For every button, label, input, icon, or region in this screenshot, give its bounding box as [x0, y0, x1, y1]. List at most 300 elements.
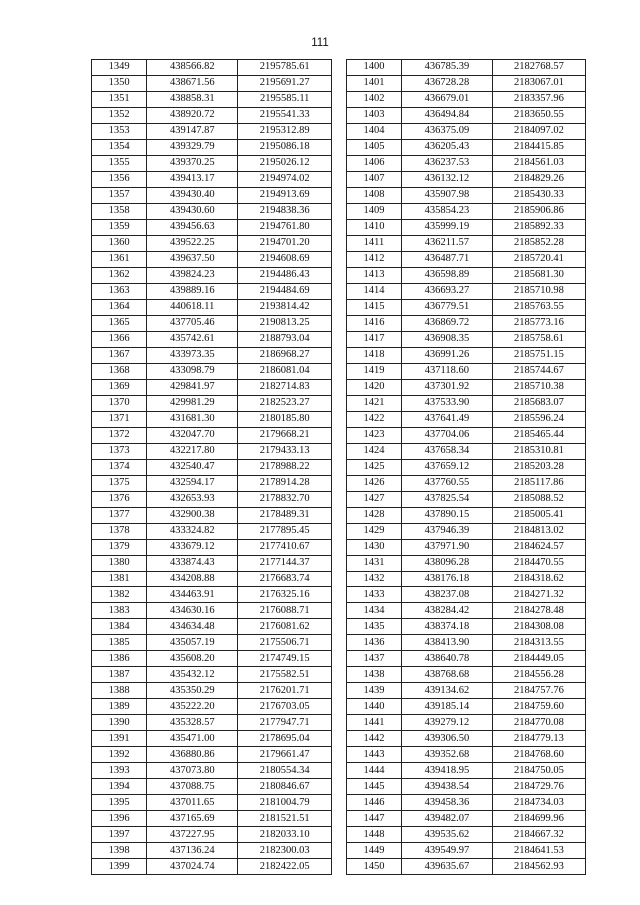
table-row	[347, 539, 586, 555]
table-row	[347, 283, 586, 299]
x-coordinate-cell: 435432.12	[147, 667, 238, 683]
point-number-cell: 1358	[92, 203, 147, 219]
x-coordinate-cell: 439522.25	[147, 235, 238, 251]
table-row	[347, 107, 586, 123]
y-coordinate-cell: 2177895.45	[238, 523, 332, 539]
table-row	[92, 395, 332, 411]
point-number-cell: 1378	[92, 523, 147, 539]
point-number-cell: 1352	[92, 107, 147, 123]
point-number-cell: 1419	[347, 363, 402, 379]
table-row	[347, 731, 586, 747]
x-coordinate-cell: 439482.07	[401, 811, 492, 827]
x-coordinate-cell: 439635.67	[401, 859, 492, 875]
point-number-cell: 1411	[347, 235, 402, 251]
y-coordinate-cell: 2194974.02	[238, 171, 332, 187]
y-coordinate-cell: 2184308.08	[492, 619, 585, 635]
y-coordinate-cell: 2184561.03	[492, 155, 585, 171]
point-number-cell: 1375	[92, 475, 147, 491]
point-number-cell: 1441	[347, 715, 402, 731]
y-coordinate-cell: 2184667.32	[492, 827, 585, 843]
point-number-cell: 1387	[92, 667, 147, 683]
point-number-cell: 1370	[92, 395, 147, 411]
x-coordinate-cell: 436375.09	[401, 123, 492, 139]
table-row	[347, 123, 586, 139]
point-number-cell: 1362	[92, 267, 147, 283]
x-coordinate-cell: 435854.23	[401, 203, 492, 219]
y-coordinate-cell: 2186081.04	[238, 363, 332, 379]
table-row	[347, 715, 586, 731]
y-coordinate-cell: 2185744.67	[492, 363, 585, 379]
x-coordinate-cell: 436237.53	[401, 155, 492, 171]
x-coordinate-cell: 436728.28	[401, 75, 492, 91]
point-number-cell: 1428	[347, 507, 402, 523]
point-number-cell: 1351	[92, 91, 147, 107]
y-coordinate-cell: 2184729.76	[492, 779, 585, 795]
y-coordinate-cell: 2178695.04	[238, 731, 332, 747]
x-coordinate-cell: 433874.43	[147, 555, 238, 571]
table-row	[347, 459, 586, 475]
table-row	[92, 699, 332, 715]
x-coordinate-cell: 439456.63	[147, 219, 238, 235]
y-coordinate-cell: 2183067.01	[492, 75, 585, 91]
point-number-cell: 1433	[347, 587, 402, 603]
table-row	[92, 203, 332, 219]
y-coordinate-cell: 2178489.31	[238, 507, 332, 523]
point-number-cell: 1417	[347, 331, 402, 347]
point-number-cell: 1349	[92, 60, 147, 76]
point-number-cell: 1359	[92, 219, 147, 235]
table-row	[347, 859, 586, 875]
y-coordinate-cell: 2190813.25	[238, 315, 332, 331]
table-row	[92, 619, 332, 635]
x-coordinate-cell: 439430.40	[147, 187, 238, 203]
y-coordinate-cell: 2180554.34	[238, 763, 332, 779]
point-number-cell: 1409	[347, 203, 402, 219]
point-number-cell: 1386	[92, 651, 147, 667]
table-row	[347, 571, 586, 587]
table-row	[92, 60, 332, 76]
table-row	[92, 331, 332, 347]
x-coordinate-cell: 436211.57	[401, 235, 492, 251]
x-coordinate-cell: 437533.90	[401, 395, 492, 411]
x-coordinate-cell: 438413.90	[401, 635, 492, 651]
table-row	[347, 315, 586, 331]
coordinates-table-right	[346, 59, 586, 875]
point-number-cell: 1369	[92, 379, 147, 395]
x-coordinate-cell: 439549.97	[401, 843, 492, 859]
x-coordinate-cell: 438920.72	[147, 107, 238, 123]
table-row	[92, 763, 332, 779]
x-coordinate-cell: 436679.01	[401, 91, 492, 107]
y-coordinate-cell: 2175506.71	[238, 635, 332, 651]
point-number-cell: 1380	[92, 555, 147, 571]
point-number-cell: 1410	[347, 219, 402, 235]
point-number-cell: 1422	[347, 411, 402, 427]
y-coordinate-cell: 2185710.98	[492, 283, 585, 299]
y-coordinate-cell: 2178832.70	[238, 491, 332, 507]
point-number-cell: 1431	[347, 555, 402, 571]
x-coordinate-cell: 432540.47	[147, 459, 238, 475]
table-row	[92, 555, 332, 571]
point-number-cell: 1373	[92, 443, 147, 459]
table-row	[92, 747, 332, 763]
x-coordinate-cell: 437088.75	[147, 779, 238, 795]
point-number-cell: 1420	[347, 379, 402, 395]
x-coordinate-cell: 437971.90	[401, 539, 492, 555]
y-coordinate-cell: 2176081.62	[238, 619, 332, 635]
table-row	[347, 475, 586, 491]
y-coordinate-cell: 2195086.18	[238, 139, 332, 155]
y-coordinate-cell: 2184768.60	[492, 747, 585, 763]
x-coordinate-cell: 438671.56	[147, 75, 238, 91]
x-coordinate-cell: 440618.11	[147, 299, 238, 315]
y-coordinate-cell: 2184097.02	[492, 123, 585, 139]
table-row	[92, 779, 332, 795]
y-coordinate-cell: 2181521.51	[238, 811, 332, 827]
x-coordinate-cell: 437658.34	[401, 443, 492, 459]
y-coordinate-cell: 2185203.28	[492, 459, 585, 475]
point-number-cell: 1412	[347, 251, 402, 267]
table-row	[347, 60, 586, 76]
point-number-cell: 1390	[92, 715, 147, 731]
x-coordinate-cell: 439637.50	[147, 251, 238, 267]
point-number-cell: 1382	[92, 587, 147, 603]
point-number-cell: 1439	[347, 683, 402, 699]
x-coordinate-cell: 434208.88	[147, 571, 238, 587]
point-number-cell: 1385	[92, 635, 147, 651]
point-number-cell: 1367	[92, 347, 147, 363]
y-coordinate-cell: 2176325.16	[238, 587, 332, 603]
y-coordinate-cell: 2195026.12	[238, 155, 332, 171]
table-row	[92, 507, 332, 523]
table-row	[347, 587, 586, 603]
y-coordinate-cell: 2182768.57	[492, 60, 585, 76]
point-number-cell: 1434	[347, 603, 402, 619]
y-coordinate-cell: 2185430.33	[492, 187, 585, 203]
table-row	[347, 139, 586, 155]
y-coordinate-cell: 2185763.55	[492, 299, 585, 315]
point-number-cell: 1450	[347, 859, 402, 875]
y-coordinate-cell: 2194701.20	[238, 235, 332, 251]
y-coordinate-cell: 2182300.03	[238, 843, 332, 859]
y-coordinate-cell: 2194913.69	[238, 187, 332, 203]
x-coordinate-cell: 438640.78	[401, 651, 492, 667]
table-row	[347, 779, 586, 795]
table-row	[347, 235, 586, 251]
y-coordinate-cell: 2188793.04	[238, 331, 332, 347]
y-coordinate-cell: 2182714.83	[238, 379, 332, 395]
table-row	[92, 539, 332, 555]
page-number: 111	[311, 37, 329, 49]
x-coordinate-cell: 435907.98	[401, 187, 492, 203]
point-number-cell: 1395	[92, 795, 147, 811]
x-coordinate-cell: 437227.95	[147, 827, 238, 843]
point-number-cell: 1401	[347, 75, 402, 91]
point-number-cell: 1414	[347, 283, 402, 299]
table-row	[347, 443, 586, 459]
y-coordinate-cell: 2185005.41	[492, 507, 585, 523]
table-row	[347, 651, 586, 667]
y-coordinate-cell: 2184734.03	[492, 795, 585, 811]
point-number-cell: 1366	[92, 331, 147, 347]
table-row	[347, 811, 586, 827]
y-coordinate-cell: 2183357.96	[492, 91, 585, 107]
point-number-cell: 1360	[92, 235, 147, 251]
y-coordinate-cell: 2176703.05	[238, 699, 332, 715]
x-coordinate-cell: 435999.19	[401, 219, 492, 235]
x-coordinate-cell: 429981.29	[147, 395, 238, 411]
x-coordinate-cell: 437011.65	[147, 795, 238, 811]
table-row	[92, 363, 332, 379]
x-coordinate-cell: 437136.24	[147, 843, 238, 859]
point-number-cell: 1427	[347, 491, 402, 507]
y-coordinate-cell: 2195541.33	[238, 107, 332, 123]
y-coordinate-cell: 2194608.69	[238, 251, 332, 267]
x-coordinate-cell: 439352.68	[401, 747, 492, 763]
table-row	[347, 171, 586, 187]
x-coordinate-cell: 434463.91	[147, 587, 238, 603]
point-number-cell: 1391	[92, 731, 147, 747]
x-coordinate-cell: 431681.30	[147, 411, 238, 427]
y-coordinate-cell: 2177947.71	[238, 715, 332, 731]
table-row	[92, 235, 332, 251]
table-row	[92, 491, 332, 507]
x-coordinate-cell: 433098.79	[147, 363, 238, 379]
point-number-cell: 1432	[347, 571, 402, 587]
y-coordinate-cell: 2184415.85	[492, 139, 585, 155]
x-coordinate-cell: 437705.46	[147, 315, 238, 331]
point-number-cell: 1394	[92, 779, 147, 795]
point-number-cell: 1445	[347, 779, 402, 795]
y-coordinate-cell: 2185773.16	[492, 315, 585, 331]
x-coordinate-cell: 436598.89	[401, 267, 492, 283]
y-coordinate-cell: 2184562.93	[492, 859, 585, 875]
point-number-cell: 1442	[347, 731, 402, 747]
x-coordinate-cell: 433973.35	[147, 347, 238, 363]
point-number-cell: 1404	[347, 123, 402, 139]
y-coordinate-cell: 2184313.55	[492, 635, 585, 651]
x-coordinate-cell: 432900.38	[147, 507, 238, 523]
y-coordinate-cell: 2195785.61	[238, 60, 332, 76]
table-row	[92, 475, 332, 491]
table-row	[347, 667, 586, 683]
x-coordinate-cell: 439430.60	[147, 203, 238, 219]
point-number-cell: 1437	[347, 651, 402, 667]
point-number-cell: 1416	[347, 315, 402, 331]
table-row	[347, 411, 586, 427]
y-coordinate-cell: 2194761.80	[238, 219, 332, 235]
table-row	[92, 411, 332, 427]
table-row	[92, 75, 332, 91]
x-coordinate-cell: 439824.23	[147, 267, 238, 283]
point-number-cell: 1355	[92, 155, 147, 171]
point-number-cell: 1381	[92, 571, 147, 587]
table-row	[347, 507, 586, 523]
x-coordinate-cell: 439438.54	[401, 779, 492, 795]
table-row	[347, 299, 586, 315]
point-number-cell: 1356	[92, 171, 147, 187]
table-row	[92, 459, 332, 475]
point-number-cell: 1423	[347, 427, 402, 443]
y-coordinate-cell: 2177410.67	[238, 539, 332, 555]
x-coordinate-cell: 438566.82	[147, 60, 238, 76]
y-coordinate-cell: 2184278.48	[492, 603, 585, 619]
table-row	[347, 379, 586, 395]
x-coordinate-cell: 439147.87	[147, 123, 238, 139]
point-number-cell: 1372	[92, 427, 147, 443]
point-number-cell: 1377	[92, 507, 147, 523]
table-row	[92, 123, 332, 139]
y-coordinate-cell: 2195312.89	[238, 123, 332, 139]
point-number-cell: 1399	[92, 859, 147, 875]
table-row	[92, 587, 332, 603]
x-coordinate-cell: 433679.12	[147, 539, 238, 555]
point-number-cell: 1421	[347, 395, 402, 411]
x-coordinate-cell: 435222.20	[147, 699, 238, 715]
table-row	[347, 843, 586, 859]
table-row	[92, 571, 332, 587]
point-number-cell: 1403	[347, 107, 402, 123]
point-number-cell: 1365	[92, 315, 147, 331]
x-coordinate-cell: 439134.62	[401, 683, 492, 699]
point-number-cell: 1430	[347, 539, 402, 555]
y-coordinate-cell: 2185892.33	[492, 219, 585, 235]
y-coordinate-cell: 2176088.71	[238, 603, 332, 619]
table-row	[347, 427, 586, 443]
y-coordinate-cell: 2185710.38	[492, 379, 585, 395]
point-number-cell: 1353	[92, 123, 147, 139]
point-number-cell: 1364	[92, 299, 147, 315]
point-number-cell: 1402	[347, 91, 402, 107]
point-number-cell: 1379	[92, 539, 147, 555]
x-coordinate-cell: 439418.95	[401, 763, 492, 779]
table-row	[92, 139, 332, 155]
table-row	[92, 299, 332, 315]
y-coordinate-cell: 2184750.05	[492, 763, 585, 779]
x-coordinate-cell: 436693.27	[401, 283, 492, 299]
point-number-cell: 1368	[92, 363, 147, 379]
x-coordinate-cell: 438858.31	[147, 91, 238, 107]
table-row	[92, 651, 332, 667]
y-coordinate-cell: 2184770.08	[492, 715, 585, 731]
point-number-cell: 1392	[92, 747, 147, 763]
y-coordinate-cell: 2185681.30	[492, 267, 585, 283]
table-row	[347, 683, 586, 699]
table-row	[347, 331, 586, 347]
table-row	[347, 491, 586, 507]
y-coordinate-cell: 2182523.27	[238, 395, 332, 411]
x-coordinate-cell: 437659.12	[401, 459, 492, 475]
x-coordinate-cell: 437165.69	[147, 811, 238, 827]
point-number-cell: 1449	[347, 843, 402, 859]
table-row	[347, 795, 586, 811]
table-row	[92, 315, 332, 331]
table-row	[92, 171, 332, 187]
table-row	[347, 203, 586, 219]
x-coordinate-cell: 437073.80	[147, 763, 238, 779]
point-number-cell: 1418	[347, 347, 402, 363]
table-row	[92, 523, 332, 539]
x-coordinate-cell: 435328.57	[147, 715, 238, 731]
y-coordinate-cell: 2185596.24	[492, 411, 585, 427]
point-number-cell: 1357	[92, 187, 147, 203]
x-coordinate-cell: 437301.92	[401, 379, 492, 395]
table-row	[347, 619, 586, 635]
point-number-cell: 1444	[347, 763, 402, 779]
y-coordinate-cell: 2183650.55	[492, 107, 585, 123]
y-coordinate-cell: 2194486.43	[238, 267, 332, 283]
x-coordinate-cell: 432594.17	[147, 475, 238, 491]
x-coordinate-cell: 439370.25	[147, 155, 238, 171]
point-number-cell: 1425	[347, 459, 402, 475]
coordinates-table-left	[91, 59, 332, 875]
table-row	[92, 795, 332, 811]
point-number-cell: 1443	[347, 747, 402, 763]
point-number-cell: 1426	[347, 475, 402, 491]
x-coordinate-cell: 433324.82	[147, 523, 238, 539]
y-coordinate-cell: 2185465.44	[492, 427, 585, 443]
y-coordinate-cell: 2184641.53	[492, 843, 585, 859]
x-coordinate-cell: 438768.68	[401, 667, 492, 683]
table-row	[347, 635, 586, 651]
table-row	[92, 347, 332, 363]
y-coordinate-cell: 2175582.51	[238, 667, 332, 683]
point-number-cell: 1393	[92, 763, 147, 779]
point-number-cell: 1376	[92, 491, 147, 507]
x-coordinate-cell: 439535.62	[401, 827, 492, 843]
point-number-cell: 1374	[92, 459, 147, 475]
x-coordinate-cell: 437024.74	[147, 859, 238, 875]
x-coordinate-cell: 436205.43	[401, 139, 492, 155]
y-coordinate-cell: 2184318.62	[492, 571, 585, 587]
table-row	[347, 747, 586, 763]
y-coordinate-cell: 2184470.55	[492, 555, 585, 571]
x-coordinate-cell: 439329.79	[147, 139, 238, 155]
table-row	[347, 395, 586, 411]
y-coordinate-cell: 2182033.10	[238, 827, 332, 843]
y-coordinate-cell: 2179661.47	[238, 747, 332, 763]
point-number-cell: 1371	[92, 411, 147, 427]
point-number-cell: 1424	[347, 443, 402, 459]
table-row	[92, 715, 332, 731]
table-row	[92, 251, 332, 267]
x-coordinate-cell: 437946.39	[401, 523, 492, 539]
y-coordinate-cell: 2185758.61	[492, 331, 585, 347]
point-number-cell: 1363	[92, 283, 147, 299]
table-row	[92, 267, 332, 283]
y-coordinate-cell: 2184829.26	[492, 171, 585, 187]
table-row	[92, 731, 332, 747]
table-row	[347, 827, 586, 843]
table-row	[347, 91, 586, 107]
point-number-cell: 1350	[92, 75, 147, 91]
point-number-cell: 1389	[92, 699, 147, 715]
point-number-cell: 1383	[92, 603, 147, 619]
y-coordinate-cell: 2179433.13	[238, 443, 332, 459]
y-coordinate-cell: 2185088.52	[492, 491, 585, 507]
table-row	[92, 827, 332, 843]
y-coordinate-cell: 2193814.42	[238, 299, 332, 315]
x-coordinate-cell: 439889.16	[147, 283, 238, 299]
point-number-cell: 1400	[347, 60, 402, 76]
y-coordinate-cell: 2176201.71	[238, 683, 332, 699]
table-row	[347, 187, 586, 203]
x-coordinate-cell: 438176.18	[401, 571, 492, 587]
point-number-cell: 1436	[347, 635, 402, 651]
x-coordinate-cell: 436132.12	[401, 171, 492, 187]
point-number-cell: 1396	[92, 811, 147, 827]
y-coordinate-cell: 2194484.69	[238, 283, 332, 299]
